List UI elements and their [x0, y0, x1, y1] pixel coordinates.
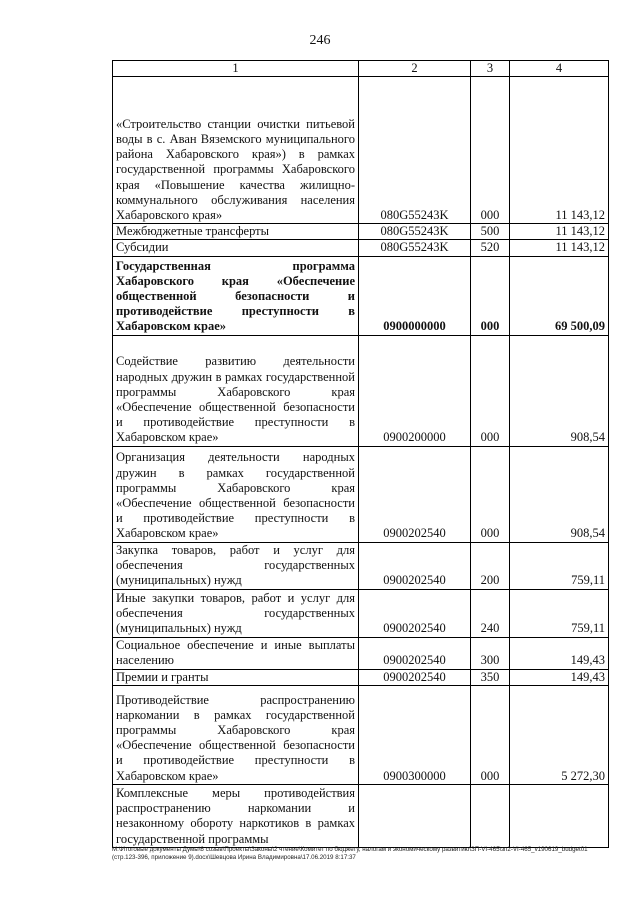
row-sub: 000: [471, 335, 510, 446]
row-code: 0900200000: [359, 335, 471, 446]
row-code: 080G55243K: [359, 77, 471, 224]
row-name: Премии и гранты: [113, 669, 359, 685]
row-name: Межбюджетные трансферты: [113, 224, 359, 240]
row-sub: 350: [471, 669, 510, 685]
row-sub: [471, 784, 510, 847]
table-row: [113, 669, 609, 685]
page-number: 246: [309, 33, 331, 48]
row-name: Комплексные меры противодействия распространению наркомании и незаконному обороту наркотиков в рамках государственной программы: [113, 784, 359, 847]
row-amount: [510, 784, 609, 847]
row-code: 0900300000: [359, 685, 471, 784]
table-row: [113, 784, 609, 847]
row-code: 080G55243K: [359, 224, 471, 240]
row-sub: 500: [471, 224, 510, 240]
row-code: 080G55243K: [359, 240, 471, 256]
row-sub: 000: [471, 77, 510, 224]
row-code: 0900202540: [359, 542, 471, 589]
header-col-4: 4: [510, 61, 609, 77]
row-sub: 520: [471, 240, 510, 256]
row-name: Социальное обеспечение и иные выплаты населению: [113, 637, 359, 669]
table-row: [113, 446, 609, 542]
row-amount: 908,54: [510, 446, 609, 542]
budget-table: [112, 60, 609, 848]
row-sub: 000: [471, 446, 510, 542]
row-code: 0900202540: [359, 669, 471, 685]
row-sub: 000: [471, 685, 510, 784]
row-name: Иные закупки товаров, работ и услуг для обеспечения государственных (муниципальных) нужд: [113, 589, 359, 637]
row-amount: 11 143,12: [510, 224, 609, 240]
row-sub: 240: [471, 589, 510, 637]
row-name: Организация деятельности народных дружин в рамках государственной программы Хабаровского края «Обеспечение общественной безопасности и противодействие преступности в Хабаровском крае»: [113, 446, 359, 542]
row-amount: 149,43: [510, 637, 609, 669]
row-code: 0900000000: [359, 256, 471, 335]
row-amount: 5 272,30: [510, 685, 609, 784]
row-amount: 69 500,09: [510, 256, 609, 335]
row-name: Противодействие распространению наркомании в рамках государственной программы Хабаровского края «Обеспечение общественной безопасности и противодействие преступности в Хабаровском крае»: [113, 685, 359, 784]
file-path-footer: M:\Итоговые документы Думы\6 созыв\Проекты\Законы\2 чтение\Комитет по бюджету, налогам и экономическому развитию\ЗП-VI-465\зп2-VI-465_v190619_budget01 (стр.123-396, приложение 9).docx\Шевцова Ирина Владимировна\17.06.2019 8:17:37: [112, 846, 588, 861]
table-row: [113, 637, 609, 669]
table-row: [113, 335, 609, 446]
row-code: [359, 784, 471, 847]
table-row: [113, 224, 609, 240]
row-code: 0900202540: [359, 589, 471, 637]
table-row: [113, 589, 609, 637]
row-code: 0900202540: [359, 637, 471, 669]
row-amount: 908,54: [510, 335, 609, 446]
header-col-2: 2: [359, 61, 471, 77]
row-name: Содействие развитию деятельности народных дружин в рамках государственной программы Хабаровского края «Обеспечение общественной безопасности и противодействие преступности в Хабаровском крае»: [113, 335, 359, 446]
table-header-row: [113, 61, 609, 77]
row-sub: 000: [471, 256, 510, 335]
table-row: [113, 77, 609, 224]
row-sub: 200: [471, 542, 510, 589]
row-name: Субсидии: [113, 240, 359, 256]
row-amount: 11 143,12: [510, 77, 609, 224]
table-row: [113, 542, 609, 589]
row-sub: 300: [471, 637, 510, 669]
row-amount: 759,11: [510, 542, 609, 589]
row-amount: 149,43: [510, 669, 609, 685]
header-col-3: 3: [471, 61, 510, 77]
row-code: 0900202540: [359, 446, 471, 542]
table-row: [113, 685, 609, 784]
row-name: Закупка товаров, работ и услуг для обеспечения государственных (муниципальных) нужд: [113, 542, 359, 589]
row-name: «Строительство станции очистки питьевой воды в с. Аван Вяземского муниципального района Хабаровского края») в рамках государственной программы Хабаровского края «Повышение качества жилищно-коммунального обслуживания населения Хабаровского края»: [113, 77, 359, 224]
row-name: Государственная программа Хабаровского края «Обеспечение общественной безопасности и противодействие преступности в Хабаровском крае»: [113, 256, 359, 335]
table-row: [113, 256, 609, 335]
row-amount: 759,11: [510, 589, 609, 637]
header-col-1: 1: [113, 61, 359, 77]
row-amount: 11 143,12: [510, 240, 609, 256]
table-row: [113, 240, 609, 256]
